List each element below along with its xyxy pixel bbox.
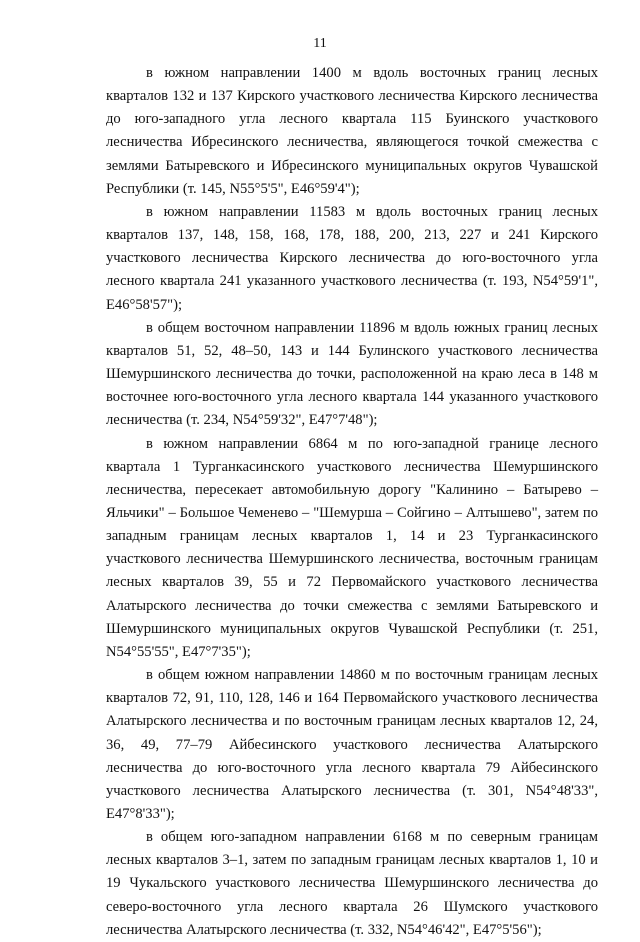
paragraph-boundary-segment-6: в общем юго-западном направлении 6168 м по северным границам лесных кварталов 3–1, затем по западным границам лесных кварталов 1, 10 и 19 Чукальского участкового лесничества Шемуршинского лесничества до северо-восточного угла лесного квартала 26 Шумского участкового лесничества Алатырского лесничества (т. 332, N54°46'42", E47°5'56"); [106,829,598,938]
page-number: 11 [313,36,327,51]
paragraph-boundary-segment-3: в общем восточном направлении 11896 м вдоль южных границ лесных кварталов 51, 52, 48–50, 143 и 144 Булинского участкового лесничества Шемуршинского лесничества до точки, расположенной на краю леса в 148 м восточнее юго-восточного угла лесного квартала 144 указанного участкового лесничества (т. 234, N54°59'32", E47°7'48"); [106,319,598,429]
paragraph-boundary-segment-2: в южном направлении 11583 м вдоль восточных границ лесных кварталов 137, 148, 158, 168, 178, 188, 200, 213, 227 и 241 Кирского участкового лесничества Кирского лесничества до юго-восточного угла лесного квартала 241 указанного участкового лесничества (т. 193, N54°59'1", E46°58'57"); [106,203,598,313]
document-body [106,62,598,942]
paragraph-boundary-segment-4: в южном направлении 6864 м по юго-западной границе лесного квартала 1 Турганкасинского участкового лесничества Шемуршинского лесничества, пересекает автомобильную дорогу "Калинино – Батырево – Яльчики" – Большое Чеменево – "Шемурша – Сойгино – Алтышево", затем по западным границам лесных кварталов 1, 14 и 23 Турганкасинского участкового лесничества Шемуршинского лесничества, восточным границам лесных кварталов 39, 55 и 72 Первомайского участкового лесничества Алатырского лесничества до точки смежества с землями Батыревского и Шемуршинского муниципальных округов Чувашской Республики (т. 251, N54°55'55", E47°7'35"); [106,435,598,660]
paragraph-boundary-segment-5: в общем южном направлении 14860 м по восточным границам лесных кварталов 72, 91, 110, 128, 146 и 164 Первомайского участкового лесничества Алатырского лесничества и по восточным границам лесных кварталов 12, 24, 36, 49, 77–79 Айбесинского участкового лесничества Алатырского лесничества до юго-восточного угла лесного квартала 79 Айбесинского участкового лесничества Алатырского лесничества (т. 301, N54°48'33", E47°8'33"); [106,667,598,822]
paragraph-boundary-segment-1: в южном направлении 1400 м вдоль восточных границ лесных кварталов 132 и 137 Кирского участкового лесничества Кирского лесничества до юго-западного угла лесного квартала 115 Буинского участкового лесничества Ибресинского лесничества, являющегося точкой смежества с землями Батыревского и Ибресинского муниципальных округов Чувашской Республики (т. 145, N55°5'5", E46°59'4"); [106,65,598,197]
